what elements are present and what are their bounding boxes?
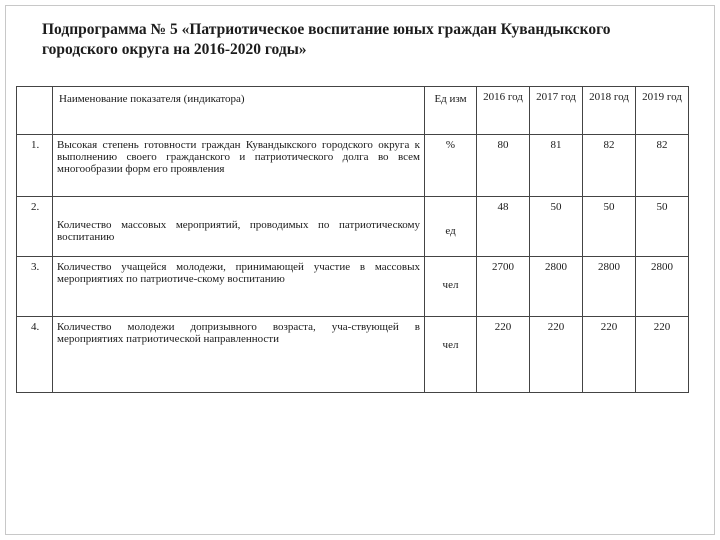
indicator-unit: чел xyxy=(442,279,459,291)
value-2017: 2800 xyxy=(530,257,583,317)
value-2016: 80 xyxy=(477,135,530,197)
value-2019: 2800 xyxy=(636,257,689,317)
value-2019: 82 xyxy=(636,135,689,197)
value-2016: 2700 xyxy=(477,257,530,317)
header-2019: 2019 год xyxy=(636,87,689,135)
header-num-cell xyxy=(17,87,53,135)
value-2017: 50 xyxy=(530,197,583,257)
indicators-table xyxy=(16,86,689,393)
indicator-unit: чел xyxy=(442,339,459,351)
value-2018: 2800 xyxy=(583,257,636,317)
value-2017: 81 xyxy=(530,135,583,197)
row-number: 1. xyxy=(17,135,53,197)
indicator-name: Количество молодежи допризывного возраста, уча-ствующей в мероприятиях патриотической направленности xyxy=(53,317,425,393)
table-row xyxy=(17,197,689,257)
value-2018: 50 xyxy=(583,197,636,257)
value-2016: 48 xyxy=(477,197,530,257)
value-2018: 220 xyxy=(583,317,636,393)
indicator-name: Высокая степень готовности граждан Кувандыкского городского округа к выполнению своего гражданского и патриотического долга во всем многообразии форм его проявления xyxy=(53,135,425,197)
row-number: 4. xyxy=(17,317,53,393)
header-2017: 2017 год xyxy=(530,87,583,135)
header-unit: Ед изм xyxy=(425,87,477,135)
table-header-row xyxy=(17,87,689,135)
table-row xyxy=(17,257,689,317)
indicator-name: Количество учащейся молодежи, принимающей участие в массовых мероприятиях по патриотиче-скому воспитанию xyxy=(53,257,425,317)
value-2019: 220 xyxy=(636,317,689,393)
value-2019: 50 xyxy=(636,197,689,257)
table-row xyxy=(17,135,689,197)
value-2017: 220 xyxy=(530,317,583,393)
row-number: 2. xyxy=(17,197,53,257)
indicator-unit: % xyxy=(425,135,477,197)
value-2016: 220 xyxy=(477,317,530,393)
header-name: Наименование показателя (индикатора) xyxy=(53,87,425,135)
table-row xyxy=(17,317,689,393)
indicator-name: Количество массовых мероприятий, проводимых по патриотическому воспитанию xyxy=(57,219,420,243)
page-title: Подпрограмма № 5 «Патриотическое воспитание юных граждан Кувандыкского городского округа на 2016-2020 годы» xyxy=(42,21,611,58)
value-2018: 82 xyxy=(583,135,636,197)
indicator-unit: ед xyxy=(445,225,456,237)
row-number: 3. xyxy=(17,257,53,317)
header-2018: 2018 год xyxy=(583,87,636,135)
header-2016: 2016 год xyxy=(477,87,530,135)
